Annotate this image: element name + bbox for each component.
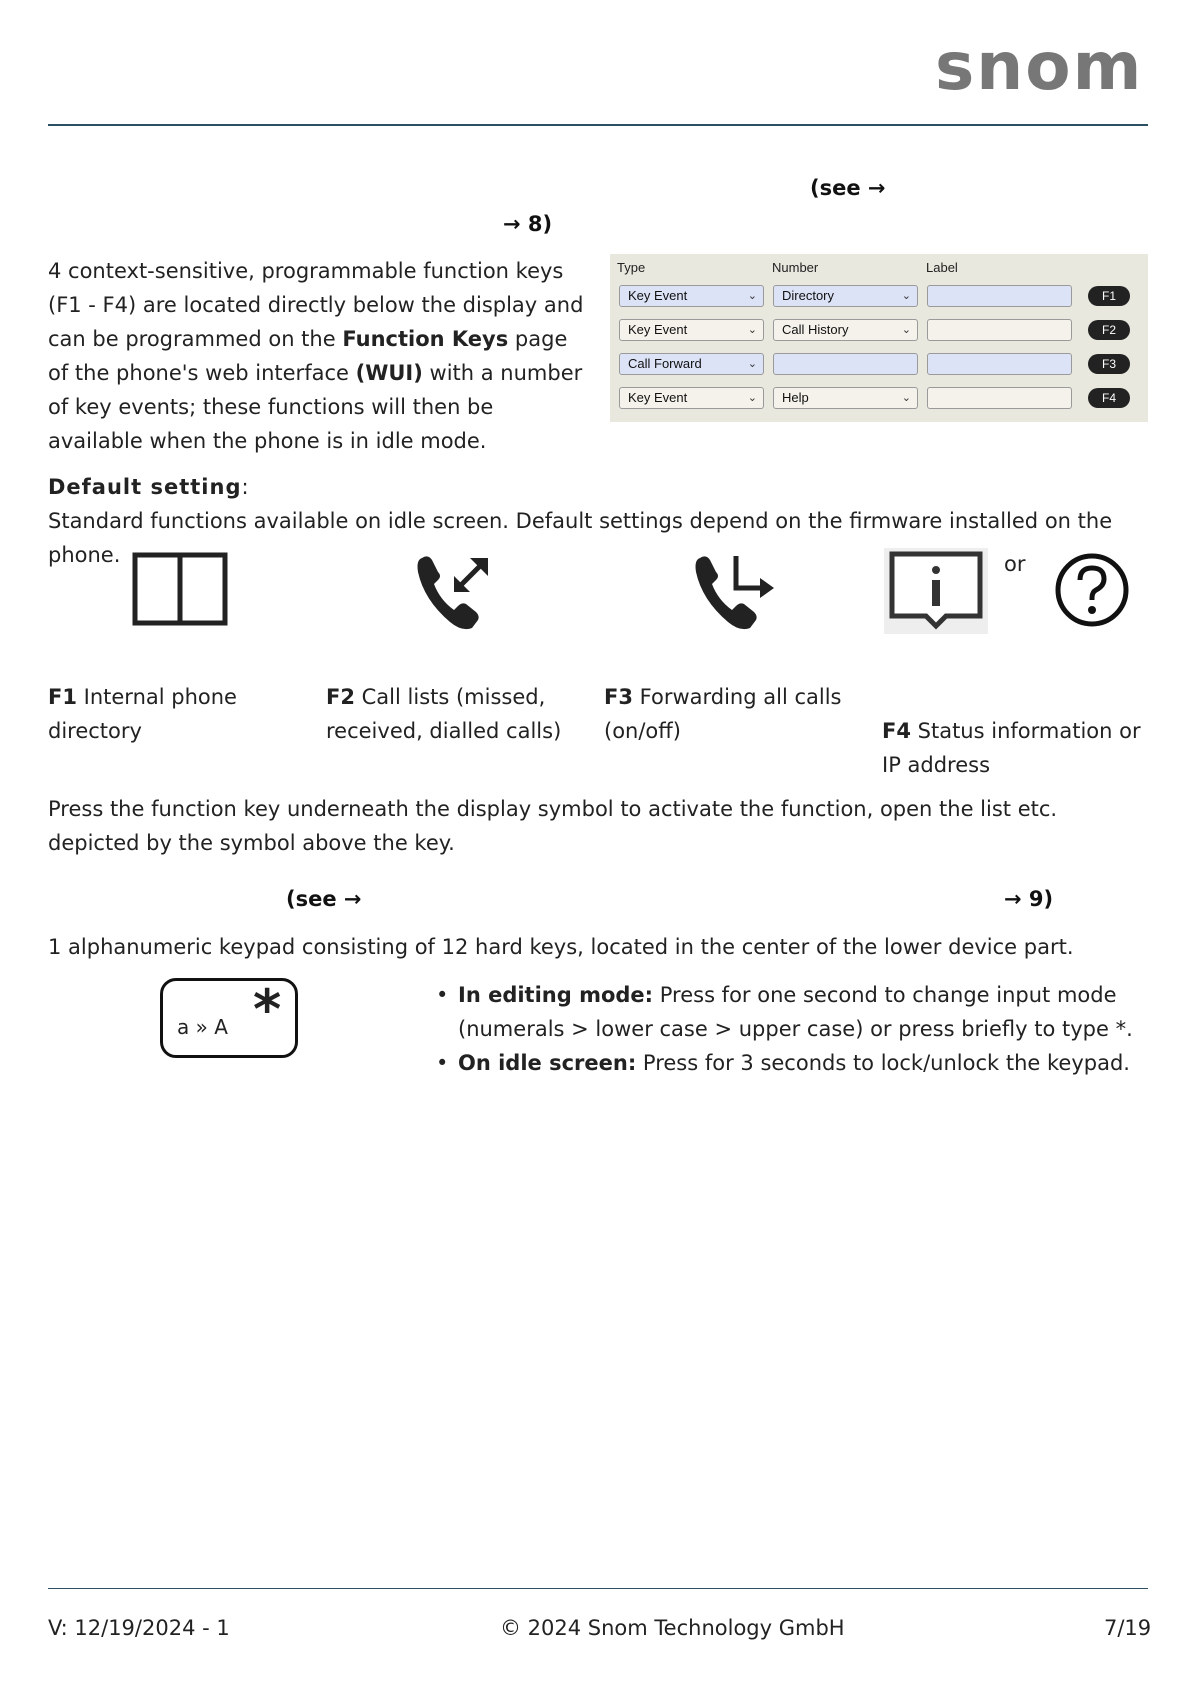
star-key-illustration [160,978,298,1058]
type-select-f4[interactable]: Key Event ⌄ [619,387,764,409]
list-item: • In editing mode: Press for one second to change input mode (numerals > lower case > upper case) or press briefly to type *. [436,978,1148,1046]
type-select-f1[interactable]: Key Event ⌄ [619,285,764,307]
see-reference-top: (see → [810,176,886,200]
press-function-key-text: Press the function key underneath the display symbol to activate the function, open the list etc. depicted by the symbol above the key. [48,797,1058,855]
list-item: • On idle screen: Press for 3 seconds to lock/unlock the keypad. [436,1046,1148,1080]
snom-logo: snom [935,28,1144,105]
number-select-f1[interactable]: Directory ⌄ [773,285,918,307]
f2-key-badge: F2 [1088,320,1130,340]
page-reference-8: → 8) [503,212,553,236]
default-setting-text: Standard functions available on idle screen. Default settings depend on the firmware installed on the phone. [48,509,1113,567]
number-input-f3[interactable] [773,353,918,375]
help-icon [1054,552,1130,628]
label-input-f3[interactable] [927,353,1072,375]
label-input-f2[interactable] [927,319,1072,341]
book-icon [130,550,230,630]
keypad-description: 1 alphanumeric keypad consisting of 12 hard keys, located in the center of the lower device part. [48,935,1074,959]
header-rule [48,124,1148,126]
number-select-f4[interactable]: Help ⌄ [773,387,918,409]
chevron-down-icon: ⌄ [901,290,911,302]
chevron-down-icon: ⌄ [901,324,911,336]
chevron-down-icon: ⌄ [747,392,757,404]
default-setting-heading: Default setting: [48,475,249,499]
label-input-f1[interactable] [927,285,1072,307]
chevron-down-icon: ⌄ [901,392,911,404]
keypad-bullet-list [436,978,1148,1080]
call-forward-icon [688,548,788,638]
chevron-down-icon: ⌄ [747,324,757,336]
function-keys-wui-table [610,254,1148,422]
type-select-f2[interactable]: Key Event ⌄ [619,319,764,341]
f4-key-badge: F4 [1088,388,1130,408]
footer-copyright: © 2024 Snom Technology GmbH [500,1616,845,1640]
type-select-f3[interactable]: Call Forward ⌄ [619,353,764,375]
see-reference-keypad: (see → [286,887,362,911]
star-symbol: * [253,978,282,1041]
wui-term: (WUI) [355,361,423,385]
number-column-header: Number [772,260,819,275]
footer-version: V: 12/19/2024 - 1 [48,1616,230,1640]
function-keys-term: Function Keys [342,327,509,351]
footer-page-number: 7/19 [1104,1616,1152,1640]
f1-key-badge: F1 [1088,286,1130,306]
call-lists-icon [410,548,500,638]
caption-f3: F3 Forwarding all calls (on/off) [604,685,842,743]
label-column-header: Label [926,260,958,275]
page-reference-9: → 9) [1004,887,1054,911]
footer-rule [48,1588,1148,1589]
caption-f4: F4 Status information or IP address [882,719,1141,777]
number-select-f2[interactable]: Call History ⌄ [773,319,918,341]
input-mode-label: a » A [177,1015,228,1039]
intro-paragraph: 4 context-sensitive, programmable function keys (F1 - F4) are located directly below the display and can be programmed on the Function Keys page of the phone's web interface (WUI) with a number of key events; these functions will then be available when the phone is in idle mode. [48,259,584,453]
label-input-f4[interactable] [927,387,1072,409]
or-text: or [1004,552,1026,576]
info-icon [884,548,988,634]
type-column-header: Type [617,260,646,275]
f3-key-badge: F3 [1088,354,1130,374]
caption-f1: F1 Internal phone directory [48,685,237,743]
chevron-down-icon: ⌄ [747,358,757,370]
chevron-down-icon: ⌄ [747,290,757,302]
caption-f2: F2 Call lists (missed, received, dialled calls) [326,685,562,743]
